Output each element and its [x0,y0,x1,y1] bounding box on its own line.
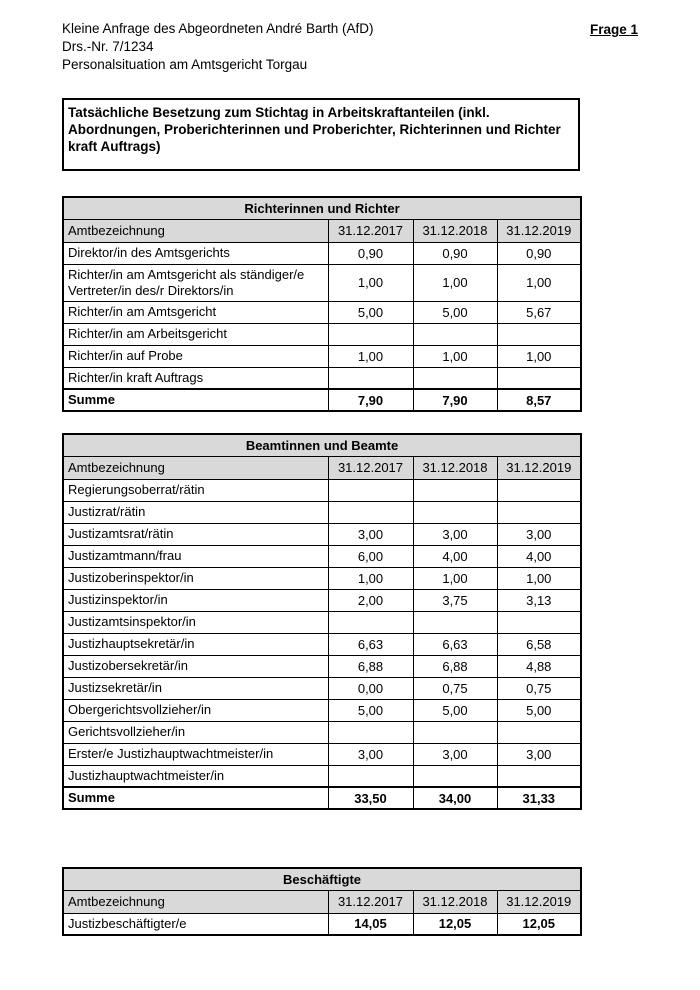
data-table-3 [62,867,582,936]
row-value: 31,33 [497,787,581,809]
row-value: 1,00 [328,567,413,589]
row-value [413,721,497,743]
row-value [497,721,581,743]
row-value: 0,75 [497,677,581,699]
column-header-date: 31.12.2019 [497,219,581,242]
row-value: 7,90 [413,389,497,411]
table-row [63,633,581,655]
row-value [328,323,413,345]
row-label: Justizobersekretär/in [63,655,328,677]
table-column-header-row [63,219,581,242]
table-row [63,677,581,699]
row-label: Richter/in auf Probe [63,345,328,367]
row-value: 0,90 [497,242,581,264]
table-title: Beamtinnen und Beamte [63,434,581,456]
row-value: 12,05 [413,913,497,935]
table-title-row [63,868,581,890]
table-title-row [63,434,581,456]
data-table-2 [62,433,582,810]
row-value: 6,00 [328,545,413,567]
data-table-1 [62,196,582,412]
row-label: Justizoberinspektor/in [63,567,328,589]
row-value: 1,00 [497,345,581,367]
row-value [328,367,413,389]
header-line-subject: Personalsituation am Amtsgericht Torgau [62,57,308,72]
table-row [63,345,581,367]
row-value: 4,00 [497,545,581,567]
column-header-date: 31.12.2017 [328,219,413,242]
row-value: 6,63 [413,633,497,655]
column-header-date: 31.12.2019 [497,890,581,913]
row-value [413,323,497,345]
table-row [63,367,581,389]
row-label: Justizinspektor/in [63,589,328,611]
row-value: 3,00 [497,523,581,545]
row-label: Justizamtsrat/rätin [63,523,328,545]
table-row [63,721,581,743]
row-label: Gerichtsvollzieher/in [63,721,328,743]
row-label: Richter/in am Amtsgericht als ständiger/e Vertreter/in des/r Direktors/in [63,264,328,301]
column-header-amtbezeichnung: Amtbezeichnung [63,456,328,479]
row-value: 3,00 [328,523,413,545]
row-label: Justizamtsinspektor/in [63,611,328,633]
column-header-amtbezeichnung: Amtbezeichnung [63,219,328,242]
row-value: 6,58 [497,633,581,655]
table-title-row [63,197,581,219]
row-value [497,479,581,501]
row-label: Summe [63,389,328,411]
table-title: Richterinnen und Richter [63,197,581,219]
row-value: 5,00 [328,301,413,323]
row-label: Regierungsoberrat/rätin [63,479,328,501]
row-value [413,479,497,501]
row-value: 1,00 [497,567,581,589]
row-value: 5,00 [328,699,413,721]
row-value: 3,75 [413,589,497,611]
row-value: 1,00 [328,264,413,301]
row-value: 3,00 [413,743,497,765]
table-title: Beschäftigte [63,868,581,890]
row-value: 1,00 [328,345,413,367]
row-label: Richter/in am Amtsgericht [63,301,328,323]
column-header-date: 31.12.2018 [413,219,497,242]
row-value: 1,00 [497,264,581,301]
column-header-date: 31.12.2018 [413,890,497,913]
row-value: 33,50 [328,787,413,809]
row-value: 6,63 [328,633,413,655]
table-column-header-row [63,890,581,913]
column-header-date: 31.12.2017 [328,890,413,913]
column-header-date: 31.12.2018 [413,456,497,479]
row-value [328,721,413,743]
row-label: Justizhauptwachtmeister/in [63,765,328,787]
row-label: Direktor/in des Amtsgerichts [63,242,328,264]
table-row [63,655,581,677]
row-value: 5,00 [413,699,497,721]
row-label: Justizbeschäftigter/e [63,913,328,935]
row-value [328,611,413,633]
table-row [63,589,581,611]
question-number-label: Frage 1 [589,22,638,37]
table-row [63,323,581,345]
header-line-drucksache-number: Drs.-Nr. 7/1234 [62,39,154,54]
row-value: 0,75 [413,677,497,699]
row-label: Justizrat/rätin [63,501,328,523]
row-value [497,367,581,389]
row-value: 14,05 [328,913,413,935]
table-row [63,479,581,501]
row-value [328,765,413,787]
row-value [497,323,581,345]
column-header-date: 31.12.2017 [328,456,413,479]
row-value: 1,00 [413,264,497,301]
row-value: 5,00 [497,699,581,721]
table-row [63,545,581,567]
table-row [63,567,581,589]
row-value: 12,05 [497,913,581,935]
row-value: 3,13 [497,589,581,611]
row-label: Richter/in am Arbeitsgericht [63,323,328,345]
table-row [63,501,581,523]
row-label: Richter/in kraft Auftrags [63,367,328,389]
row-value [497,501,581,523]
row-value: 8,57 [497,389,581,411]
row-label: Justizamtmann/frau [63,545,328,567]
row-label: Obergerichtsvollzieher/in [63,699,328,721]
row-value: 2,00 [328,589,413,611]
table-row [63,389,581,411]
column-header-amtbezeichnung: Amtbezeichnung [63,890,328,913]
tables-area [62,196,638,936]
table-row [63,264,581,301]
row-value: 0,00 [328,677,413,699]
table-column-header-row [63,456,581,479]
row-value: 4,88 [497,655,581,677]
row-value: 5,00 [413,301,497,323]
document-header [62,20,638,74]
column-header-date: 31.12.2019 [497,456,581,479]
header-line-title: Kleine Anfrage des Abgeordneten André Barth (AfD) [62,21,374,36]
row-value: 1,00 [413,567,497,589]
table-row [63,743,581,765]
intro-box: Tatsächliche Besetzung zum Stichtag in Arbeitskraftanteilen (inkl. Abordnungen, Proberichterinnen und Proberichter, Richterinnen und Richter kraft Auftrags) [62,98,580,171]
row-value [413,611,497,633]
row-value: 3,00 [497,743,581,765]
table-row [63,787,581,809]
row-value: 6,88 [413,655,497,677]
row-value: 3,00 [413,523,497,545]
row-value [497,611,581,633]
table-row [63,699,581,721]
row-value [497,765,581,787]
row-value [328,479,413,501]
table-row [63,913,581,935]
row-value: 0,90 [413,242,497,264]
table-row [63,611,581,633]
row-value: 0,90 [328,242,413,264]
row-value [328,501,413,523]
row-value: 7,90 [328,389,413,411]
row-value: 5,67 [497,301,581,323]
row-label: Justizsekretär/in [63,677,328,699]
row-value: 4,00 [413,545,497,567]
table-row [63,242,581,264]
row-value [413,367,497,389]
row-value [413,501,497,523]
row-value: 6,88 [328,655,413,677]
table-row [63,301,581,323]
row-label: Erster/e Justizhauptwachtmeister/in [63,743,328,765]
row-value [413,765,497,787]
row-value: 3,00 [328,743,413,765]
row-value: 1,00 [413,345,497,367]
row-label: Justizhauptsekretär/in [63,633,328,655]
row-label: Summe [63,787,328,809]
row-value: 34,00 [413,787,497,809]
table-row [63,765,581,787]
table-row [63,523,581,545]
